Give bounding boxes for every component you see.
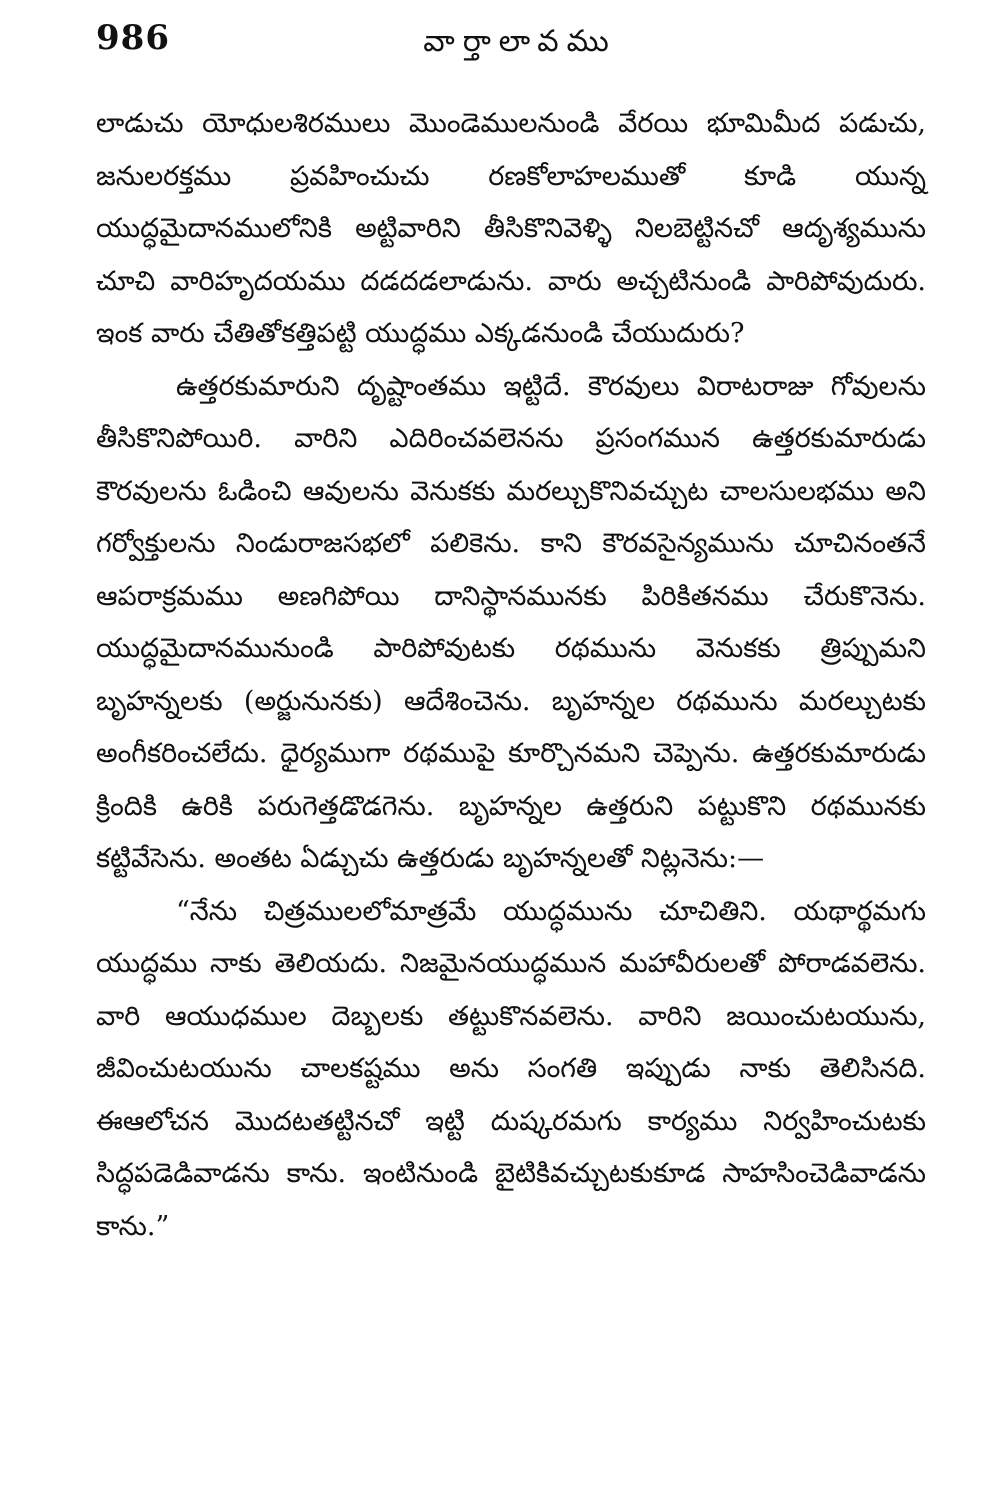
running-title: వార్తాలావము: [423, 24, 617, 59]
paragraph-2: ఉత్తరకుమారుని దృష్టాంతము ఇట్టిదే. కౌరవులు విరాటరాజు గోవులను తీసికొనిపోయిరి. వారిని ఎదిరించవలెనను ప్రసంగమున ఉత్తరకుమారుడు కౌరవులను ఓడించి ఆవులను వెనుకకు మరల్చుకొనివచ్చుట చాలసులభము అని గర్వోక్తులను నిండురాజసభలో పలికెను. కాని కౌరవసైన్యమును చూచినంతనే ఆపరాక్రమము అణగిపోయి దానిస్థానమునకు పిరికితనము చేరుకొనెను. యుద్ధమైదానమునుండి పారిపోవుటకు రథమును వెనుకకు త్రిప్పుమని బృహన్నలకు (అర్జునునకు) ఆదేశించెను. బృహన్నల రథమును మరల్చుటకు అంగీకరించలేదు. ధైర్యముగా రథముపై కూర్చొనమని చెప్పెను. ఉత్తరకుమారుడు క్రిందికి ఉరికి పరుగెత్తడొడగెను. బృహన్నల ఉత్తరుని పట్టుకొని రథమునకు కట్టివేసెను. అంతట ఏడ్చుచు ఉత్తరుడు బృహన్నలతో నిట్లనెను:—: [96, 370, 926, 874]
paragraph-1: లాడుచు యోధులశిరములు మొండెములనుండి వేరయి భూమిమీద పడుచు, జనులరక్తము ప్రవహించుచు రణకోలాహలముతో కూడి యున్న యుద్ధమైదానములోనికి అట్టివారిని తీసికొనివెళ్ళి నిలబెట్టినచో ఆదృశ్యమును చూచి వారిహృదయము దడదడలాడును. వారు అచ్చటినుండి పారిపోవుదురు. ఇంక వారు చేతితోకత్తిపట్టి యుద్ధము ఎక్కడనుండి చేయుదురు?: [96, 108, 926, 349]
body-text: [96, 98, 926, 1253]
page-number: 986: [96, 18, 170, 58]
page-header: [0, 12, 999, 72]
paragraph-3: “నేను చిత్రములలోమాత్రమే యుద్ధమును చూచితిని. యథార్థమగు యుద్ధము నాకు తెలియదు. నిజమైనయుద్ధమున మహావీరులతో పోరాడవలెను. వారి ఆయుధముల దెబ్బలకు తట్టుకొనవలెను. వారిని జయించుటయును, జీవించుటయును చాలకష్టము అను సంగతి ఇప్పుడు నాకు తెలిసినది. ఈఆలోచన మొదటతట్టినచో ఇట్టి దుష్కరమగు కార్యము నిర్వహించుటకు సిద్ధపడెడివాడను కాను. ఇంటినుండి బైటికివచ్చుటకుకూడ సాహసించెడివాడను కాను.”: [96, 895, 926, 1242]
